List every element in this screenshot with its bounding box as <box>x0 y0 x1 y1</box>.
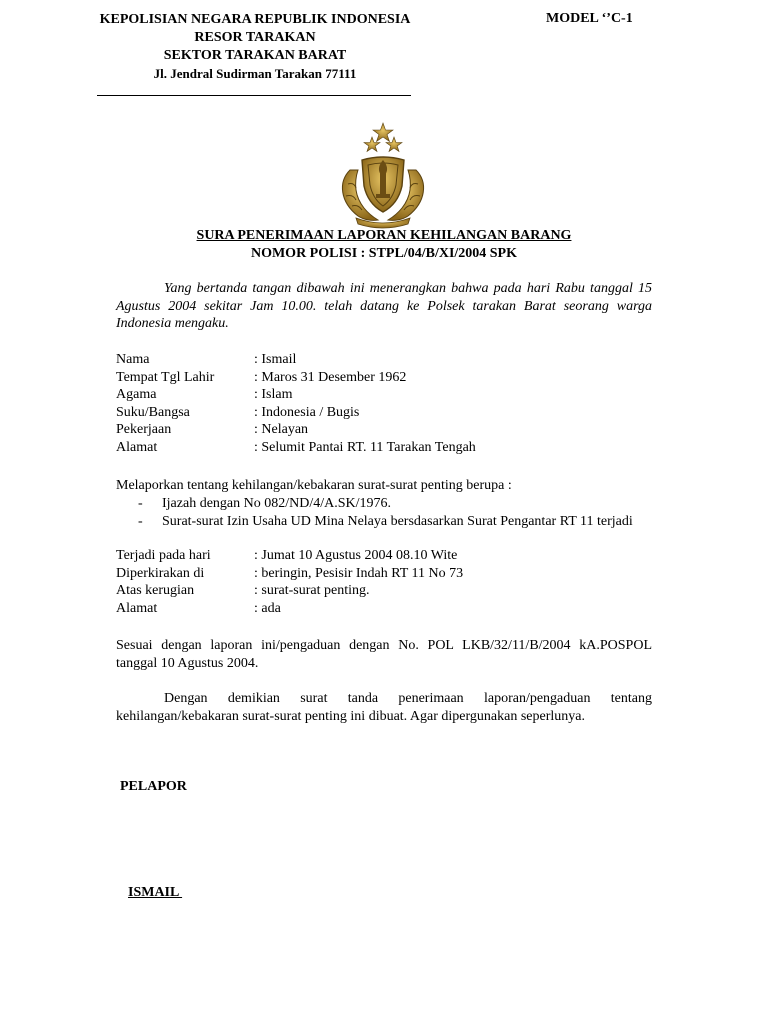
incident-value: : Jumat 10 Agustus 2004 08.10 Wite <box>254 548 458 563</box>
list-item-text: Surat-surat Izin Usaha UD Mina Nelaya bersdasarkan Surat Pengantar RT 11 terjadi <box>162 513 633 529</box>
identity-table <box>116 351 652 456</box>
incident-row-address <box>116 600 652 618</box>
incident-table <box>116 547 652 617</box>
identity-label: Tempat Tgl Lahir <box>116 369 215 385</box>
identity-row-ethnicity <box>116 404 652 422</box>
list-item-text: Ijazah dengan No 082/ND/4/A.SK/1976. <box>162 496 392 511</box>
identity-value: : Nelayan <box>254 422 309 437</box>
identity-value: : Indonesia / Bugis <box>254 404 360 420</box>
identity-label: Agama <box>116 387 157 402</box>
header-divider <box>97 95 411 96</box>
signature-name: ISMAIL <box>128 885 183 900</box>
list-item <box>138 495 652 513</box>
list-bullet: - <box>138 513 143 529</box>
identity-label: Suku/Bangsa <box>116 404 190 420</box>
document-title <box>116 227 652 263</box>
identity-label: Nama <box>116 352 150 367</box>
identity-value: : Islam <box>254 387 293 402</box>
list-bullet: - <box>138 496 143 511</box>
list-item <box>138 513 652 531</box>
incident-label: Atas kerugian <box>116 583 195 598</box>
identity-row-nama <box>116 351 652 369</box>
model-code: MODEL ‘’C-1 <box>546 11 633 26</box>
incident-value: : surat-surat penting. <box>254 583 370 598</box>
report-intro: Melaporkan tentang kehilangan/kebakaran surat-surat penting berupa : <box>116 478 512 493</box>
police-number: NOMOR POLISI : STPL/04/B/XI/2004 SPK <box>250 246 518 261</box>
letterhead-line-2: RESOR TARAKAN <box>194 30 316 45</box>
letterhead-line-3: SEKTOR TARAKAN BARAT <box>163 48 347 63</box>
identity-label: Pekerjaan <box>116 422 172 437</box>
police-emblem-icon <box>328 120 438 230</box>
letterhead-line-1: KEPOLISIAN NEGARA REPUBLIK INDONESIA <box>99 12 411 27</box>
identity-value: : Maros 31 Desember 1962 <box>254 369 407 385</box>
identity-label: Alamat <box>116 439 158 455</box>
incident-label: Terjadi pada hari <box>116 548 211 563</box>
identity-value: : Ismail <box>254 352 297 367</box>
letterhead-address: Jl. Jendral Sudirman Tarakan 77111 <box>153 66 357 81</box>
identity-value: : Selumit Pantai RT. 11 Tarakan Tengah <box>254 439 476 455</box>
report-reference-paragraph: Sesuai dengan laporan ini/pengaduan dengan No. POL LKB/32/11/B/2004 kA.POSPOL tanggal 10 Agustus 2004. <box>116 638 652 671</box>
letterhead <box>80 11 430 83</box>
intro-paragraph: Yang bertanda tangan dibawah ini menerangkan bahwa pada hari Rabu tanggal 15 Agustus 2004 sekitar Jam 10.00. telah datang ke Polsek tarakan Barat seorang warga Indonesia mengaku. <box>116 281 652 331</box>
incident-row-location <box>116 565 652 583</box>
closing-paragraph: Dengan demikian surat tanda penerimaan laporan/pengaduan tentang kehilangan/kebakaran surat-surat penting ini dibuat. Agar dipergunakan seperlunya. <box>116 691 652 724</box>
incident-value: : beringin, Pesisir Indah RT 11 No 73 <box>254 565 464 581</box>
identity-row-occupation <box>116 421 652 439</box>
identity-row-address <box>116 439 652 457</box>
signature-role: PELAPOR <box>120 779 187 794</box>
incident-row-day <box>116 547 652 565</box>
identity-row-birth <box>116 369 652 387</box>
incident-row-loss <box>116 582 652 600</box>
incident-label: Diperkirakan di <box>116 565 205 581</box>
lost-items-list <box>138 495 652 530</box>
incident-label: Alamat <box>116 600 158 616</box>
incident-value: : ada <box>254 600 281 616</box>
identity-row-religion <box>116 386 652 404</box>
title-line: SURA PENERIMAAN LAPORAN KEHILANGAN BARANG <box>196 228 572 243</box>
